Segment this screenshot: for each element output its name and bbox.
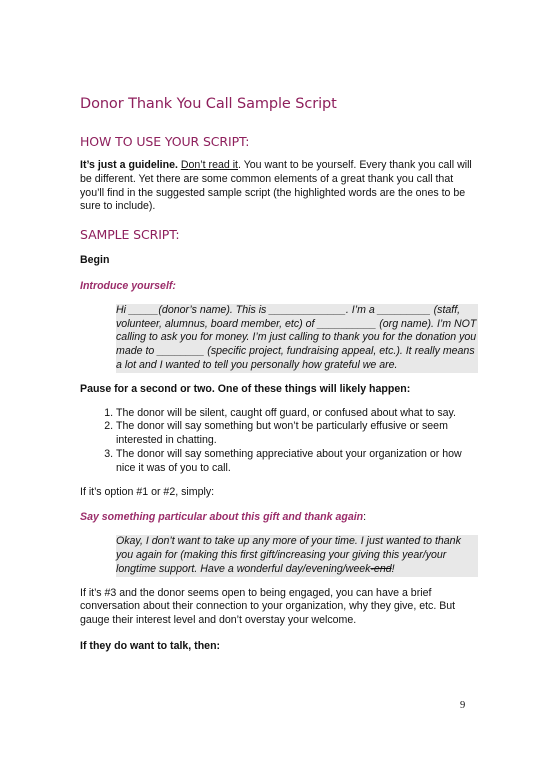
thank-quote-strike: -end — [370, 562, 392, 575]
list-item: 2. The donor will say something but won’t be particularly effusive or seem interested in chatting. — [116, 420, 478, 448]
say-something-colon: : — [363, 511, 367, 524]
thank-quote-end: ! — [391, 562, 395, 575]
intro-paragraph — [80, 159, 478, 214]
how-to-use-heading: HOW TO USE YOUR SCRIPT: — [80, 134, 250, 149]
intro-bold-text: It’s just a guideline. — [80, 159, 178, 171]
introduce-yourself-label: Introduce yourself: — [80, 279, 176, 292]
page-number: 9 — [460, 700, 466, 711]
page-content — [80, 96, 478, 654]
intro-rest-text: . You want to be yourself. Every thank you call will be different. Yet there are some common elements of a great thank you call that you’ll find in the suggested sample script (the highlighted words are the ones to be sure to include). — [80, 159, 472, 213]
option-three-paragraph: If it’s #3 and the donor seems open to being engaged, you can have a brief conversation about their connection to your organization, why they give, etc. But gauge their interest level and don’t overstay your welcome. — [80, 586, 456, 627]
thank-again-script-quote — [116, 535, 478, 576]
option-instruction: If it’s option #1 or #2, simply: — [80, 485, 215, 498]
sample-script-heading: SAMPLE SCRIPT: — [80, 227, 180, 243]
say-something-text: Say something particular about this gift and thank again — [80, 511, 364, 524]
donor-response-options — [80, 407, 478, 476]
talk-instruction: If they do want to talk, then: — [80, 639, 221, 652]
say-something-label — [80, 511, 478, 525]
document-title: Donor Thank You Call Sample Script — [80, 96, 337, 112]
introduction-script-quote: Hi _____(donor’s name). This is _____________. I’m a _________ (staff, volunteer, alumnus, board member, etc) of __________ (org name). I’m NOT calling to ask you for money. I’m just calling to thank you for the donation you made to ________ (specific project, fundraising appeal, etc.). It really means a lot and I wanted to tell you personally how grateful we are. — [116, 303, 477, 371]
begin-label: Begin — [80, 254, 110, 267]
pause-instruction: Pause for a second or two. One of these things will likely happen: — [80, 382, 411, 395]
list-item: 1. The donor will be silent, caught off guard, or confused about what to say. — [116, 407, 478, 421]
thank-quote-main: Okay, I don’t want to take up any more of your time. I just wanted to thank you again for (making this first gift/increasing your giving this year/your longtime support. Have a wonderful day/evening/week — [116, 535, 461, 575]
list-item: 3. The donor will say something appreciative about your organization or how nice it was of you to call. — [116, 448, 478, 476]
intro-underline-text: Don’t read it — [180, 159, 238, 171]
